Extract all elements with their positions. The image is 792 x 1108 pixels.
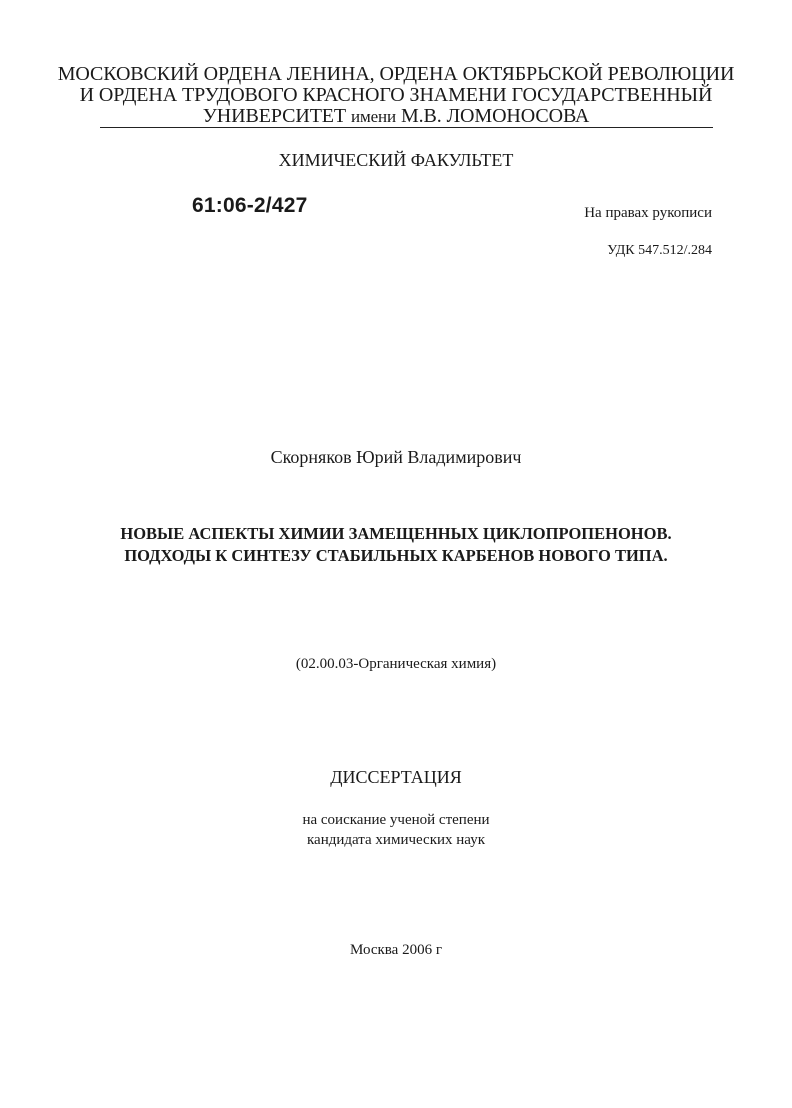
university-namesake: М.В. ЛОМОНОСОВА [400,105,590,127]
university-name [0,64,792,127]
university-word: УНИВЕРСИТЕТ [202,105,347,127]
author-name: Скорняков Юрий Владимирович [270,447,522,467]
university-line-3 [0,106,792,127]
catalog-number: 61:06-2/427 [192,194,308,217]
place-and-year: Москва 2006 г [350,942,442,958]
university-line-2: И ОРДЕНА ТРУДОВОГО КРАСНОГО ЗНАМЕНИ ГОСУДАРСТВЕННЫЙ [79,84,713,106]
dissertation-title [0,523,792,567]
purpose-line-1: на соискание ученой степени [302,812,490,828]
udc-code: УДК 547.512/.284 [607,243,712,258]
rights-note: На правах рукописи [584,205,712,221]
title-line-1: НОВЫЕ АСПЕКТЫ ХИМИИ ЗАМЕЩЕННЫХ ЦИКЛОПРОПЕНОНОВ. [120,524,672,543]
university-line-1: МОСКОВСКИЙ ОРДЕНА ЛЕНИНА, ОРДЕНА ОКТЯБРЬСКОЙ РЕВОЛЮЦИИ [57,63,735,85]
purpose-line-2: кандидата химических наук [306,832,485,848]
faculty-name: ХИМИЧЕСКИЙ ФАКУЛЬТЕТ [278,150,514,170]
specialty-code: (02.00.03-Органическая химия) [295,656,497,672]
degree-purpose [0,810,792,850]
header-divider [100,127,713,128]
title-line-2: ПОДХОДЫ К СИНТЕЗУ СТАБИЛЬНЫХ КАРБЕНОВ НОВОГО ТИПА. [124,546,668,565]
document-type: ДИССЕРТАЦИЯ [330,767,462,787]
named-after-word: имени [350,107,397,126]
